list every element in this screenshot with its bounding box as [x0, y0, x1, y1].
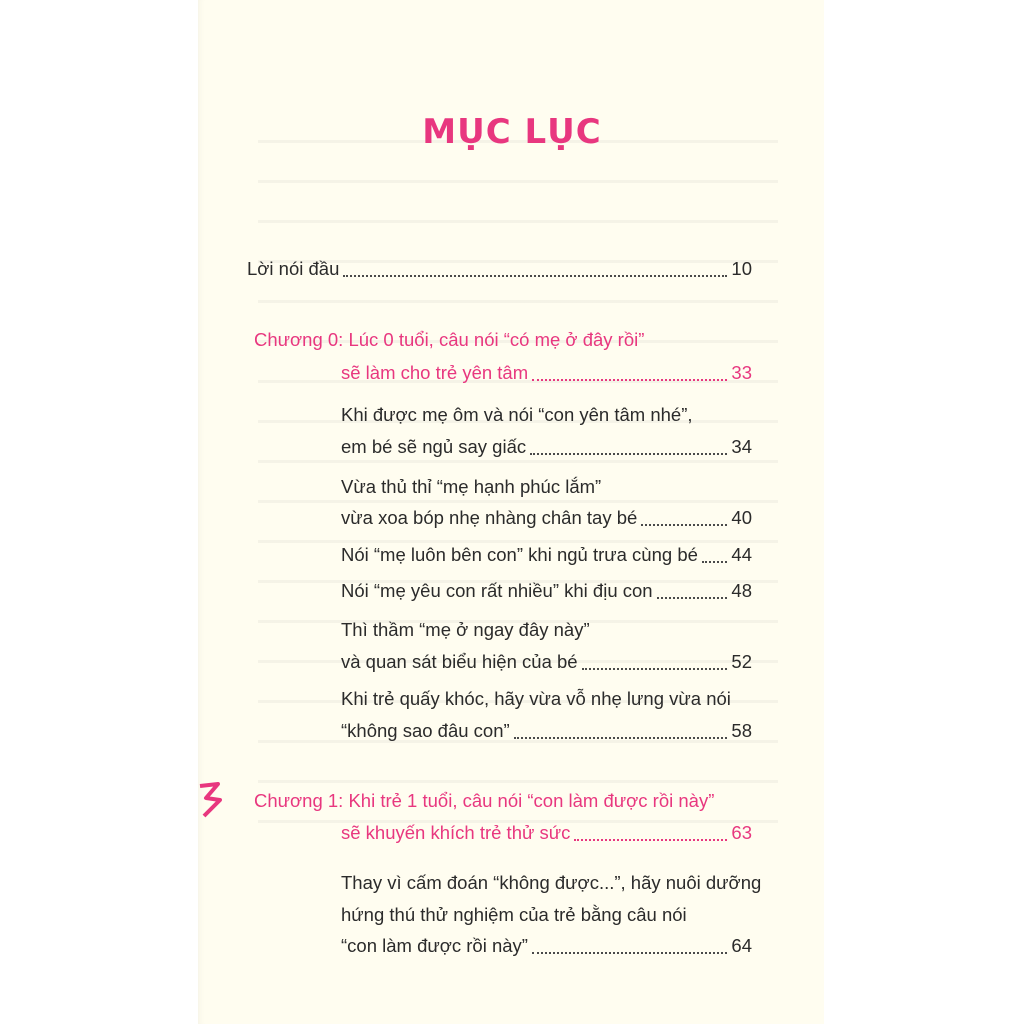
- toc-entry-label: Nói “mẹ luôn bên con” khi ngủ trưa cùng bé: [341, 544, 698, 565]
- chapter-0-heading-cont[interactable]: [341, 356, 752, 390]
- dot-leader: [582, 667, 728, 670]
- toc-entry[interactable]: [341, 645, 752, 679]
- toc-page-number: 64: [731, 935, 752, 956]
- toc-page-number: 44: [731, 544, 752, 565]
- toc-entry-label: em bé sẽ ngủ say giấc: [341, 436, 527, 457]
- toc-page-number: 33: [731, 362, 752, 383]
- toc-entry-label: Lời nói đầu: [247, 258, 340, 279]
- dot-leader: [532, 951, 727, 954]
- toc-entry[interactable]: [341, 714, 752, 748]
- toc-page-number: 48: [731, 580, 752, 601]
- toc-entry[interactable]: [341, 538, 752, 572]
- toc-page-number: 63: [731, 822, 752, 843]
- toc-entry-line[interactable]: Vừa thủ thỉ “mẹ hạnh phúc lắm”: [341, 476, 602, 497]
- chapter-0-heading[interactable]: Chương 0: Lúc 0 tuổi, câu nói “có mẹ ở đây rồi”: [254, 329, 645, 350]
- chapter-1-heading[interactable]: Chương 1: Khi trẻ 1 tuổi, câu nói “con làm được rồi này”: [254, 790, 715, 811]
- dot-leader: [530, 452, 727, 455]
- chapter-1-heading-cont[interactable]: [341, 816, 752, 850]
- toc-entry-line[interactable]: Khi được mẹ ôm và nói “con yên tâm nhé”,: [341, 404, 693, 425]
- toc-entry-preface[interactable]: [247, 252, 752, 286]
- toc-entry[interactable]: [341, 574, 752, 608]
- toc-entry-label: “không sao đâu con”: [341, 720, 510, 741]
- toc-entry-label: Nói “mẹ yêu con rất nhiều” khi địu con: [341, 580, 653, 601]
- dot-leader: [532, 378, 727, 381]
- page-title: MỤC LỤC: [422, 112, 602, 152]
- toc-page-number: 40: [731, 507, 752, 528]
- toc-entry-label: và quan sát biểu hiện của bé: [341, 651, 578, 672]
- dot-leader: [574, 838, 727, 841]
- toc-page-number: 52: [731, 651, 752, 672]
- toc-entry-line[interactable]: Thay vì cấm đoán “không được...”, hãy nuôi dưỡng: [341, 872, 762, 893]
- toc-entry[interactable]: [341, 929, 752, 963]
- toc-entry-line[interactable]: hứng thú thử nghiệm của trẻ bằng câu nói: [341, 904, 687, 925]
- toc-page-number: 34: [731, 436, 752, 457]
- dot-leader: [702, 560, 728, 563]
- dot-leader: [641, 523, 727, 526]
- toc-entry-line[interactable]: Khi trẻ quấy khóc, hãy vừa vỗ nhẹ lưng vừa nói: [341, 688, 731, 709]
- toc-entry-label: “con làm được rồi này”: [341, 935, 528, 956]
- toc-entry[interactable]: [341, 430, 752, 464]
- dot-leader: [343, 274, 727, 277]
- toc-entry-line[interactable]: Thì thầm “mẹ ở ngay đây này”: [341, 619, 590, 640]
- dot-leader: [514, 736, 728, 739]
- toc-entry-label: sẽ làm cho trẻ yên tâm: [341, 362, 529, 383]
- pink-decoration-icon: [196, 778, 226, 822]
- toc-entry-label: sẽ khuyến khích trẻ thử sức: [341, 822, 571, 843]
- toc-entry-label: vừa xoa bóp nhẹ nhàng chân tay bé: [341, 507, 638, 528]
- toc-page-number: 10: [731, 258, 752, 279]
- toc-entry[interactable]: [341, 501, 752, 535]
- dot-leader: [657, 596, 728, 599]
- toc-page-number: 58: [731, 720, 752, 741]
